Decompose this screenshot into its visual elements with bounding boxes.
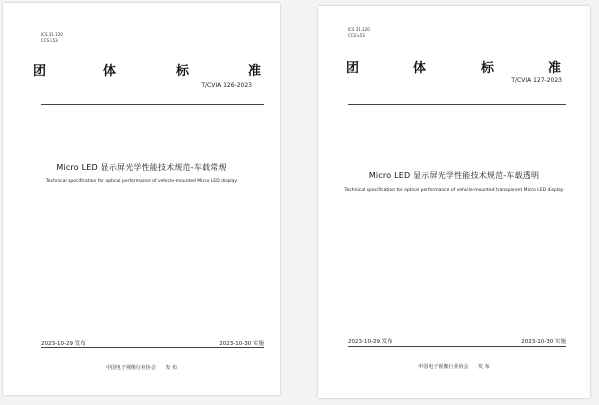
publisher-line (3, 364, 280, 371)
header-rule (41, 104, 264, 105)
publisher-name: 中国电子视像行业协会 (418, 364, 469, 370)
ccs-code: CCS L53 (41, 38, 58, 43)
ccs-code: CCS L53 (348, 33, 365, 38)
standard-heading (3, 60, 280, 80)
release-date: 2023-10-29 发布 (348, 339, 393, 345)
document-page-1 (3, 3, 280, 395)
publish-word: 发 布 (165, 365, 178, 371)
publisher-line (318, 363, 590, 370)
publish-word: 发 布 (478, 364, 490, 370)
heading-char-1: 团 (346, 61, 360, 76)
standard-heading (318, 57, 590, 77)
implement-date: 2023-10-30 实施 (219, 341, 264, 347)
release-date: 2023-10-29 发布 (41, 341, 86, 347)
heading-char-4: 准 (248, 64, 262, 79)
header-rule (348, 104, 566, 105)
document-page-2 (318, 6, 590, 398)
publisher-name: 中国电子视像行业协会 (105, 365, 156, 371)
heading-char-3: 标 (176, 64, 190, 79)
heading-char-3: 标 (481, 61, 495, 76)
ics-code: ICS 31.120 (41, 32, 63, 37)
heading-char-1: 团 (33, 64, 47, 79)
classification-codes (348, 27, 370, 39)
english-title: Technical specification for optical performance of vehicle-mounted transparent Micro LED display (344, 188, 564, 193)
heading-char-2: 体 (103, 64, 117, 79)
footer-rule (41, 347, 264, 348)
classification-codes (41, 32, 63, 44)
english-title: Technical specification for optical performance of vehicle-mounted Micro LED display (45, 179, 238, 184)
implement-date: 2023-10-30 实施 (521, 339, 566, 345)
chinese-title: Micro LED 显示屏光学性能技术规范-车载常规 (56, 163, 227, 172)
chinese-title: Micro LED 显示屏光学性能技术规范-车载透明 (368, 171, 540, 180)
heading-char-2: 体 (413, 61, 427, 76)
heading-char-4: 准 (548, 61, 562, 76)
ics-code: ICS 31.120 (348, 27, 370, 32)
footer-rule (348, 346, 566, 347)
standard-number: T/CVIA 127-2023 (511, 77, 562, 84)
standard-number: T/CVIA 126-2023 (201, 82, 252, 89)
